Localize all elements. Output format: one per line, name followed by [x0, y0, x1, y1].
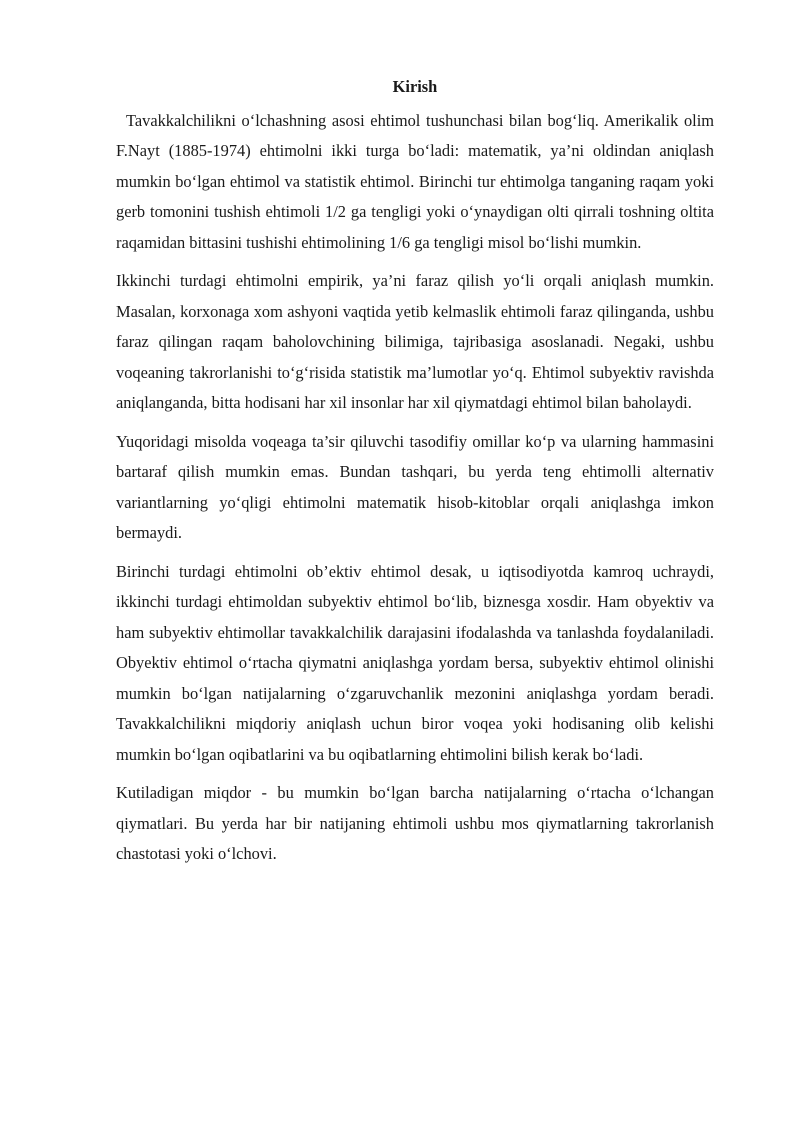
paragraph-5: Kutiladigan miqdor - bu mumkin bo‘lgan barcha natijalarning o‘rtacha o‘lchangan qiymatlari. Bu yerda har bir natijaning ehtimoli ushbu mos qiymatlarning takrorlanish chastotasi yoki o‘lchovi. — [116, 783, 714, 863]
paragraph-3: Yuqoridagi misolda voqeaga ta’sir qiluvchi tasodifiy omillar ko‘p va ularning hammasini bartaraf qilish mumkin emas. Bundan tashqari, bu yerda teng ehtimolli alternativ variantlarning yo‘qligi ehtimolni matematik hisob-kitoblar orqali aniqlashga imkon bermaydi. — [116, 431, 714, 542]
paragraph-2: Ikkinchi turdagi ehtimolni empirik, ya’ni faraz qilish yo‘li orqali aniqlash mumkin. Masalan, korxonaga xom ashyoni vaqtida yetib kelmaslik ehtimoli faraz qilinganda, ushbu faraz qilingan raqam baholovchining bilimiga, tajribasiga asoslanadi. Negaki, ushbu voqeaning takrorlanishi to‘g‘risida statistik ma’lumotlar yo‘q. Ehtimol subyektiv ravishda aniqlanganda, bitta hodisani har xil insonlar har xil qiymatdagi ehtimol bilan baholaydi. — [116, 271, 714, 412]
paragraph-1: Tavakkalchilikni o‘lchashning asosi ehtimol tushunchasi bilan bog‘liq. Amerikalik olim F.Nayt (1885-1974) ehtimolni ikki turga bo‘ladi: matematik, ya’ni oldindan aniqlash mumkin bo‘lgan ehtimol va statistik ehtimol. Birinchi tur ehtimolga tanganing raqam yoki gerb tomonini tushish ehtimoli 1/2 ga tengligi yoki o‘ynaydigan olti qirrali toshning oltita raqamidan bittasini tushishi ehtimolining 1/6 ga tengligi misol bo‘lishi mumkin. — [116, 110, 714, 252]
document-body — [116, 72, 714, 878]
paragraph-4: Birinchi turdagi ehtimolni ob’ektiv ehtimol desak, u iqtisodiyotda kamroq uchraydi, ikkinchi turdagi ehtimoldan subyektiv ehtimol bo‘lib, biznesga xosdir. Ham obyektiv va ham subyektiv ehtimollar tavakkalchilik darajasini ifodalashda va tanlashda foydalaniladi. Obyektiv ehtimol o‘rtacha qiymatni aniqlashga yordam bersa, subyektiv ehtimol olinishi mumkin bo‘lgan natijalarning o‘zgaruvchanlik mezonini aniqlashga yordam beradi. Tavakkalchilikni miqdoriy aniqlash uchun biror voqea yoki hodisaning olib kelishi mumkin bo‘lgan oqibatlarini va bu oqibatlarning ehtimolini bilish kerak bo‘ladi. — [116, 561, 714, 764]
document-title: Kirish — [392, 77, 438, 96]
